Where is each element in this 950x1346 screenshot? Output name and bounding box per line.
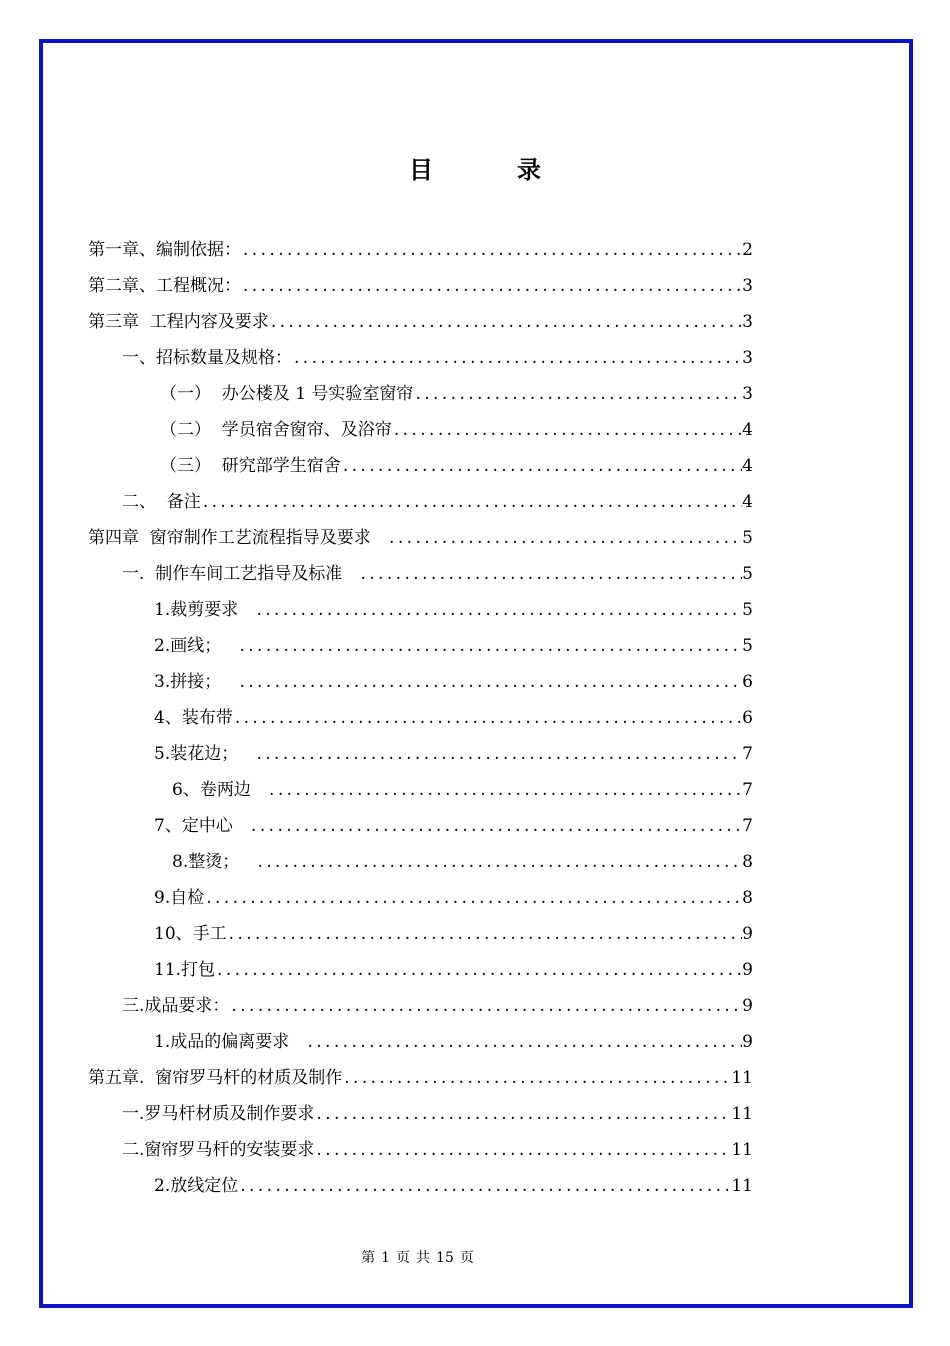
toc-page-number: 11 xyxy=(731,1104,753,1124)
toc-entry-item[interactable] xyxy=(154,1024,753,1060)
toc-page-number: 3 xyxy=(742,384,753,404)
page-footer xyxy=(0,1248,835,1268)
toc-entry-section[interactable] xyxy=(122,484,753,520)
footer-current-page: 1 xyxy=(381,1250,391,1266)
toc-entry-subsection[interactable] xyxy=(160,448,753,484)
toc-dot-leader xyxy=(238,1168,731,1204)
toc-page-number: 9 xyxy=(742,996,753,1016)
toc-dot-leader xyxy=(237,664,742,700)
toc-dot-leader xyxy=(255,844,742,880)
toc-entry-section[interactable] xyxy=(122,988,753,1024)
toc-page-number: 2 xyxy=(742,240,753,260)
toc-entry-label: 2.放线定位 xyxy=(154,1176,239,1196)
toc-entry-item[interactable] xyxy=(154,628,753,664)
toc-dot-leader xyxy=(241,232,742,268)
toc-entry-item[interactable] xyxy=(154,1168,753,1204)
toc-page-number: 5 xyxy=(742,600,753,620)
toc-dot-leader xyxy=(387,520,742,556)
toc-page-number: 9 xyxy=(742,960,753,980)
toc-page-number: 5 xyxy=(742,636,753,656)
toc-dot-leader xyxy=(358,556,742,592)
toc-dot-leader xyxy=(392,412,742,448)
toc-entry-item[interactable] xyxy=(154,700,753,736)
toc-dot-leader xyxy=(237,628,742,664)
toc-entry-label: （三） 研究部学生宿舍 xyxy=(160,456,341,476)
toc-entry-label: 4、装布带 xyxy=(154,708,233,728)
toc-entry-label: 一、招标数量及规格： xyxy=(122,348,292,368)
toc-dot-leader xyxy=(292,340,742,376)
toc-page-number: 4 xyxy=(742,492,753,512)
toc-entry-label: 2.画线； xyxy=(154,636,238,656)
toc-page-number: 11 xyxy=(731,1140,753,1160)
toc-page-number: 5 xyxy=(742,528,753,548)
toc-dot-leader xyxy=(341,448,742,484)
toc-page-number: 7 xyxy=(742,816,753,836)
toc-dot-leader xyxy=(233,700,742,736)
footer-total-pages: 15 xyxy=(436,1250,454,1266)
toc-entry-label: 7、定中心 xyxy=(154,816,250,836)
toc-entry-item[interactable] xyxy=(154,880,753,916)
toc-page-number: 5 xyxy=(742,564,753,584)
toc-entry-chapter-3[interactable] xyxy=(88,304,753,340)
toc-entry-section[interactable] xyxy=(122,556,753,592)
toc-entry-item[interactable] xyxy=(172,844,753,880)
toc-entry-label: （二） 学员宿舍窗帘、及浴帘 xyxy=(160,420,392,440)
toc-entry-section[interactable] xyxy=(122,1132,753,1168)
toc-page-number: 3 xyxy=(742,312,753,332)
toc-dot-leader xyxy=(254,592,742,628)
toc-entry-label: （一） 办公楼及 1 号实验室窗帘 xyxy=(160,384,414,404)
toc-dot-leader xyxy=(413,376,742,412)
toc-entry-label: 11.打包 xyxy=(154,960,216,980)
footer-total-prefix: 共 xyxy=(416,1250,431,1266)
toc-page-number: 3 xyxy=(742,348,753,368)
toc-title: 目 录 xyxy=(409,156,571,184)
toc-entry-item[interactable] xyxy=(154,808,753,844)
toc-entry-label: 二.窗帘罗马杆的安装要求 xyxy=(122,1140,315,1160)
toc-entry-label: 第五章. 窗帘罗马杆的材质及制作 xyxy=(88,1068,343,1088)
toc-entry-subsection[interactable] xyxy=(160,412,753,448)
toc-entry-label: 三.成品要求： xyxy=(122,996,230,1016)
footer-prefix: 第 xyxy=(361,1250,376,1266)
toc-entry-item[interactable] xyxy=(154,952,753,988)
toc-entry-label: 1.裁剪要求 xyxy=(154,600,255,620)
toc-page-number: 4 xyxy=(742,456,753,476)
toc-page-number: 4 xyxy=(742,420,753,440)
toc-entry-chapter-5[interactable] xyxy=(88,1060,753,1096)
toc-entry-label: 二、 备注 xyxy=(122,492,201,512)
toc-entry-chapter-2[interactable] xyxy=(88,268,753,304)
toc-entry-label: 1.成品的偏离要求 xyxy=(154,1032,306,1052)
toc-entry-label: 8.整烫； xyxy=(172,852,256,872)
toc-page-number: 8 xyxy=(742,852,753,872)
toc-page-number: 7 xyxy=(742,744,753,764)
toc-page-number: 8 xyxy=(742,888,753,908)
toc-entry-label: 10、手工 xyxy=(154,924,227,944)
toc-page-number: 6 xyxy=(742,672,753,692)
footer-page-word: 页 xyxy=(396,1250,411,1266)
toc-entry-label: 第二章、工程概况： xyxy=(88,276,241,296)
toc-dot-leader xyxy=(249,808,742,844)
toc-dot-leader xyxy=(254,736,742,772)
toc-dot-leader xyxy=(314,1096,731,1132)
toc-entry-label: 6、卷两边 xyxy=(172,780,268,800)
toc-entry-item[interactable] xyxy=(154,664,753,700)
toc-page-number: 11 xyxy=(731,1176,753,1196)
toc-entry-item[interactable] xyxy=(154,736,753,772)
toc-entry-item[interactable] xyxy=(172,772,753,808)
toc-dot-leader xyxy=(227,916,743,952)
toc-dot-leader xyxy=(229,988,742,1024)
toc-entry-label: 第四章 窗帘制作工艺流程指导及要求 xyxy=(88,528,388,548)
toc-entry-label: 一.罗马杆材质及制作要求 xyxy=(122,1104,315,1124)
toc-dot-leader xyxy=(267,772,742,808)
toc-dot-leader xyxy=(342,1060,731,1096)
toc-dot-leader xyxy=(305,1024,742,1060)
toc-dot-leader xyxy=(201,484,742,520)
toc-entry-label: 一. 制作车间工艺指导及标准 xyxy=(122,564,359,584)
toc-dot-leader xyxy=(314,1132,731,1168)
toc-dot-leader xyxy=(204,880,742,916)
toc-dot-leader xyxy=(269,304,742,340)
toc-entry-item[interactable] xyxy=(154,592,753,628)
toc-entry-label: 5.装花边； xyxy=(154,744,255,764)
toc-page-number: 6 xyxy=(742,708,753,728)
toc-entry-chapter-4[interactable] xyxy=(88,520,753,556)
toc-dot-leader xyxy=(241,268,742,304)
toc-page-number: 11 xyxy=(731,1068,753,1088)
footer-total-suffix: 页 xyxy=(459,1250,474,1266)
toc-entry-label: 3.拼接； xyxy=(154,672,238,692)
toc-entry-chapter-1[interactable] xyxy=(88,232,753,268)
toc-dot-leader xyxy=(215,952,742,988)
toc-entry-label: 第三章 工程内容及要求 xyxy=(88,312,269,332)
toc-page-number: 7 xyxy=(742,780,753,800)
toc-entry-label: 第一章、编制依据： xyxy=(88,240,241,260)
toc-entry-section[interactable] xyxy=(122,340,753,376)
toc-page-number: 9 xyxy=(742,924,753,944)
toc-page-number: 9 xyxy=(742,1032,753,1052)
toc-entry-item[interactable] xyxy=(154,916,753,952)
toc-page-number: 3 xyxy=(742,276,753,296)
toc-entry-section[interactable] xyxy=(122,1096,753,1132)
toc-entry-subsection[interactable] xyxy=(160,376,753,412)
toc-entry-label: 9.自检 xyxy=(154,888,205,908)
